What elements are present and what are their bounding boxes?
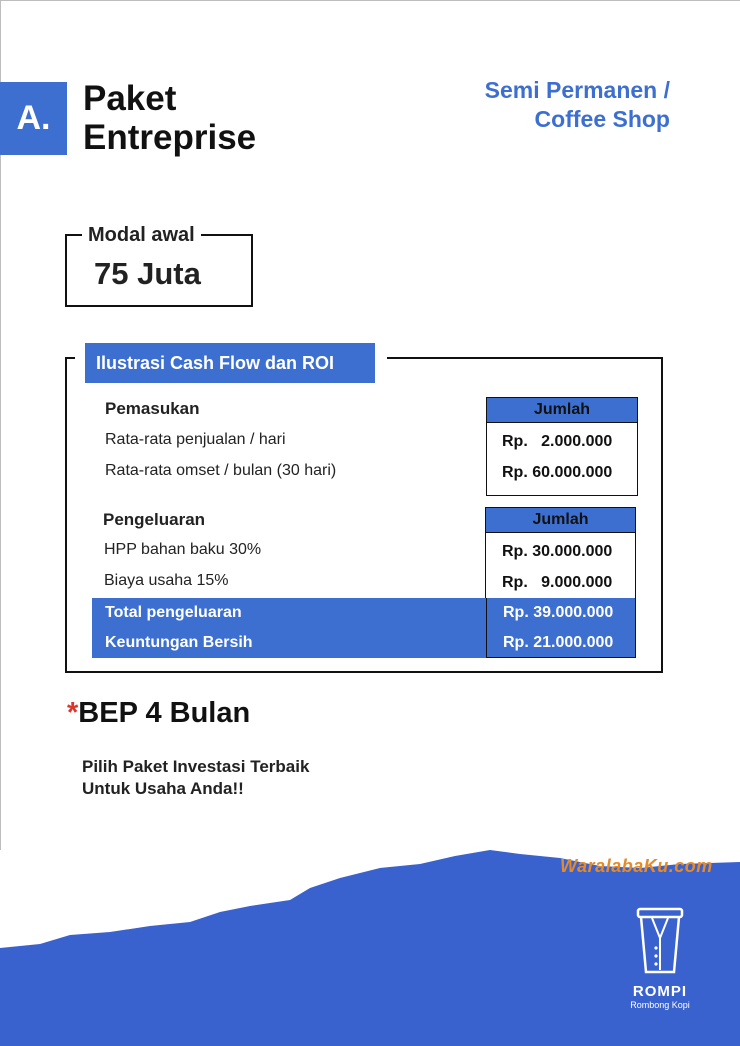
package-title-line1: Paket: [83, 79, 177, 118]
cta-line2: Untuk Usaha Anda!!: [82, 779, 244, 798]
package-title: [83, 79, 256, 157]
income-row-amount: Rp. 60.000.000: [502, 464, 613, 481]
income-row-label: Rata-rata penjualan / hari: [105, 431, 286, 448]
cta-line1: Pilih Paket Investasi Terbaik: [82, 757, 310, 776]
income-row-label: Rata-rata omset / bulan (30 hari): [105, 462, 337, 479]
expense-title: Pengeluaran: [103, 510, 206, 529]
expense-row-amount: Rp. 9.000.000: [502, 574, 613, 591]
package-letter-badge: A.: [0, 82, 67, 155]
logo-name: ROMPI: [632, 983, 688, 1000]
capital-label: Modal awal: [82, 224, 201, 247]
logo-tagline: Rombong Kopi: [630, 1000, 690, 1010]
bep-text: BEP 4 Bulan: [78, 697, 251, 729]
expense-row-label: Biaya usaha 15%: [104, 572, 229, 589]
bep-star: *: [67, 697, 79, 729]
cup-icon: [632, 906, 688, 976]
total-expense-label: Total pengeluaran: [92, 598, 486, 628]
package-type-line2: Coffee Shop: [534, 106, 670, 132]
watermark-text: WaralabaKu.com: [560, 856, 713, 876]
cashflow-header-label: Ilustrasi Cash Flow dan ROI: [85, 343, 375, 383]
capital-value: 75 Juta: [94, 256, 201, 291]
expense-row-label: HPP bahan baku 30%: [104, 541, 262, 558]
income-column-header: Jumlah: [487, 398, 637, 423]
call-to-action: [82, 756, 309, 800]
expense-row-amount: Rp. 30.000.000: [502, 543, 613, 560]
cashflow-header: [75, 343, 387, 383]
net-profit-label: Keuntungan Bersih: [92, 628, 486, 658]
package-type-line1: Semi Permanen /: [484, 77, 670, 103]
income-row-amount: Rp. 2.000.000: [502, 433, 613, 450]
income-title: Pemasukan: [105, 399, 200, 418]
package-type: [485, 76, 670, 134]
total-expense-amount: Rp. 39.000.000: [486, 598, 636, 628]
package-title-line2: Entreprise: [83, 118, 257, 157]
net-profit-amount: Rp. 21.000.000: [486, 628, 636, 658]
expense-column-header: Jumlah: [486, 508, 635, 533]
bep-heading: [67, 697, 250, 730]
brand-logo: [618, 906, 702, 1010]
